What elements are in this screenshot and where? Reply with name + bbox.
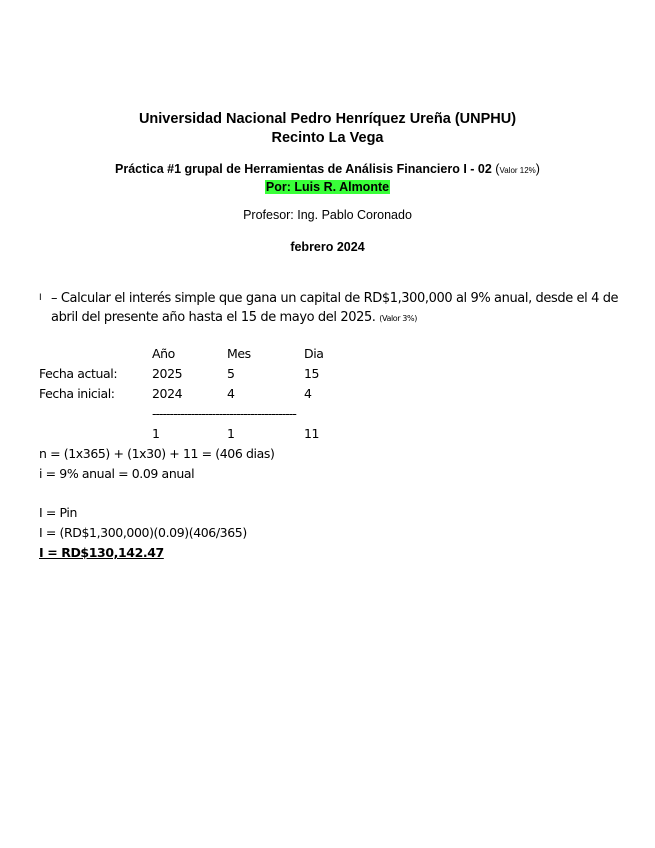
problem-value: (Valor 3%) — [379, 314, 417, 323]
row-year: 2025 — [152, 366, 183, 381]
table-separator: ----------------------------------------- — [152, 406, 296, 421]
row-month: 4 — [227, 386, 235, 401]
problem-text: – Calcular el interés simple que gana un capital de RD$1,300,000 al 9% anual, desde el 4 de abril del presente año hasta el 15 de mayo del 2025. — [51, 291, 619, 325]
row-label: Fecha actual: — [39, 366, 118, 381]
professor: Profesor: Ing. Pablo Coronado — [243, 208, 412, 222]
problem-marker: I — [39, 293, 42, 303]
header-year: Año — [152, 346, 175, 361]
row-day: 15 — [304, 366, 320, 381]
document-date: febrero 2024 — [290, 240, 365, 254]
problem-statement — [39, 289, 619, 328]
row-month: 5 — [227, 366, 235, 381]
header-month: Mes — [227, 346, 251, 361]
problem-text-block — [51, 289, 619, 328]
row-year: 2024 — [152, 386, 183, 401]
author-highlight: Por: Luis R. Almonte — [265, 180, 390, 194]
header-day: Dia — [304, 346, 324, 361]
practice-value-close: ) — [535, 162, 540, 176]
practice-title-line — [0, 161, 655, 179]
university-name: Universidad Nacional Pedro Henríquez Ureña (UNPHU) — [138, 111, 517, 127]
result-day: 11 — [304, 426, 320, 441]
row-label: Fecha inicial: — [39, 386, 115, 401]
practice-title: Práctica #1 grupal de Herramientas de Análisis Financiero I - 02 — [115, 162, 492, 176]
i-calculation: i = 9% anual = 0.09 anual — [39, 466, 195, 481]
interest-formula: I = Pin — [39, 505, 77, 520]
author-line — [0, 179, 655, 195]
result-month: 1 — [227, 426, 235, 441]
row-day: 4 — [304, 386, 312, 401]
campus-name: Recinto La Vega — [271, 130, 384, 146]
practice-heading — [0, 161, 655, 195]
practice-value-open: ( — [495, 162, 500, 176]
practice-value: Valor 12% — [499, 166, 536, 175]
n-calculation: n = (1x365) + (1x30) + 11 = (406 dias) — [39, 446, 275, 461]
result-year: 1 — [152, 426, 160, 441]
interest-result: I = RD$130,142.47 — [39, 545, 164, 560]
interest-substitution: I = (RD$1,300,000)(0.09)(406/365) — [39, 525, 247, 540]
document-heading — [0, 110, 655, 148]
